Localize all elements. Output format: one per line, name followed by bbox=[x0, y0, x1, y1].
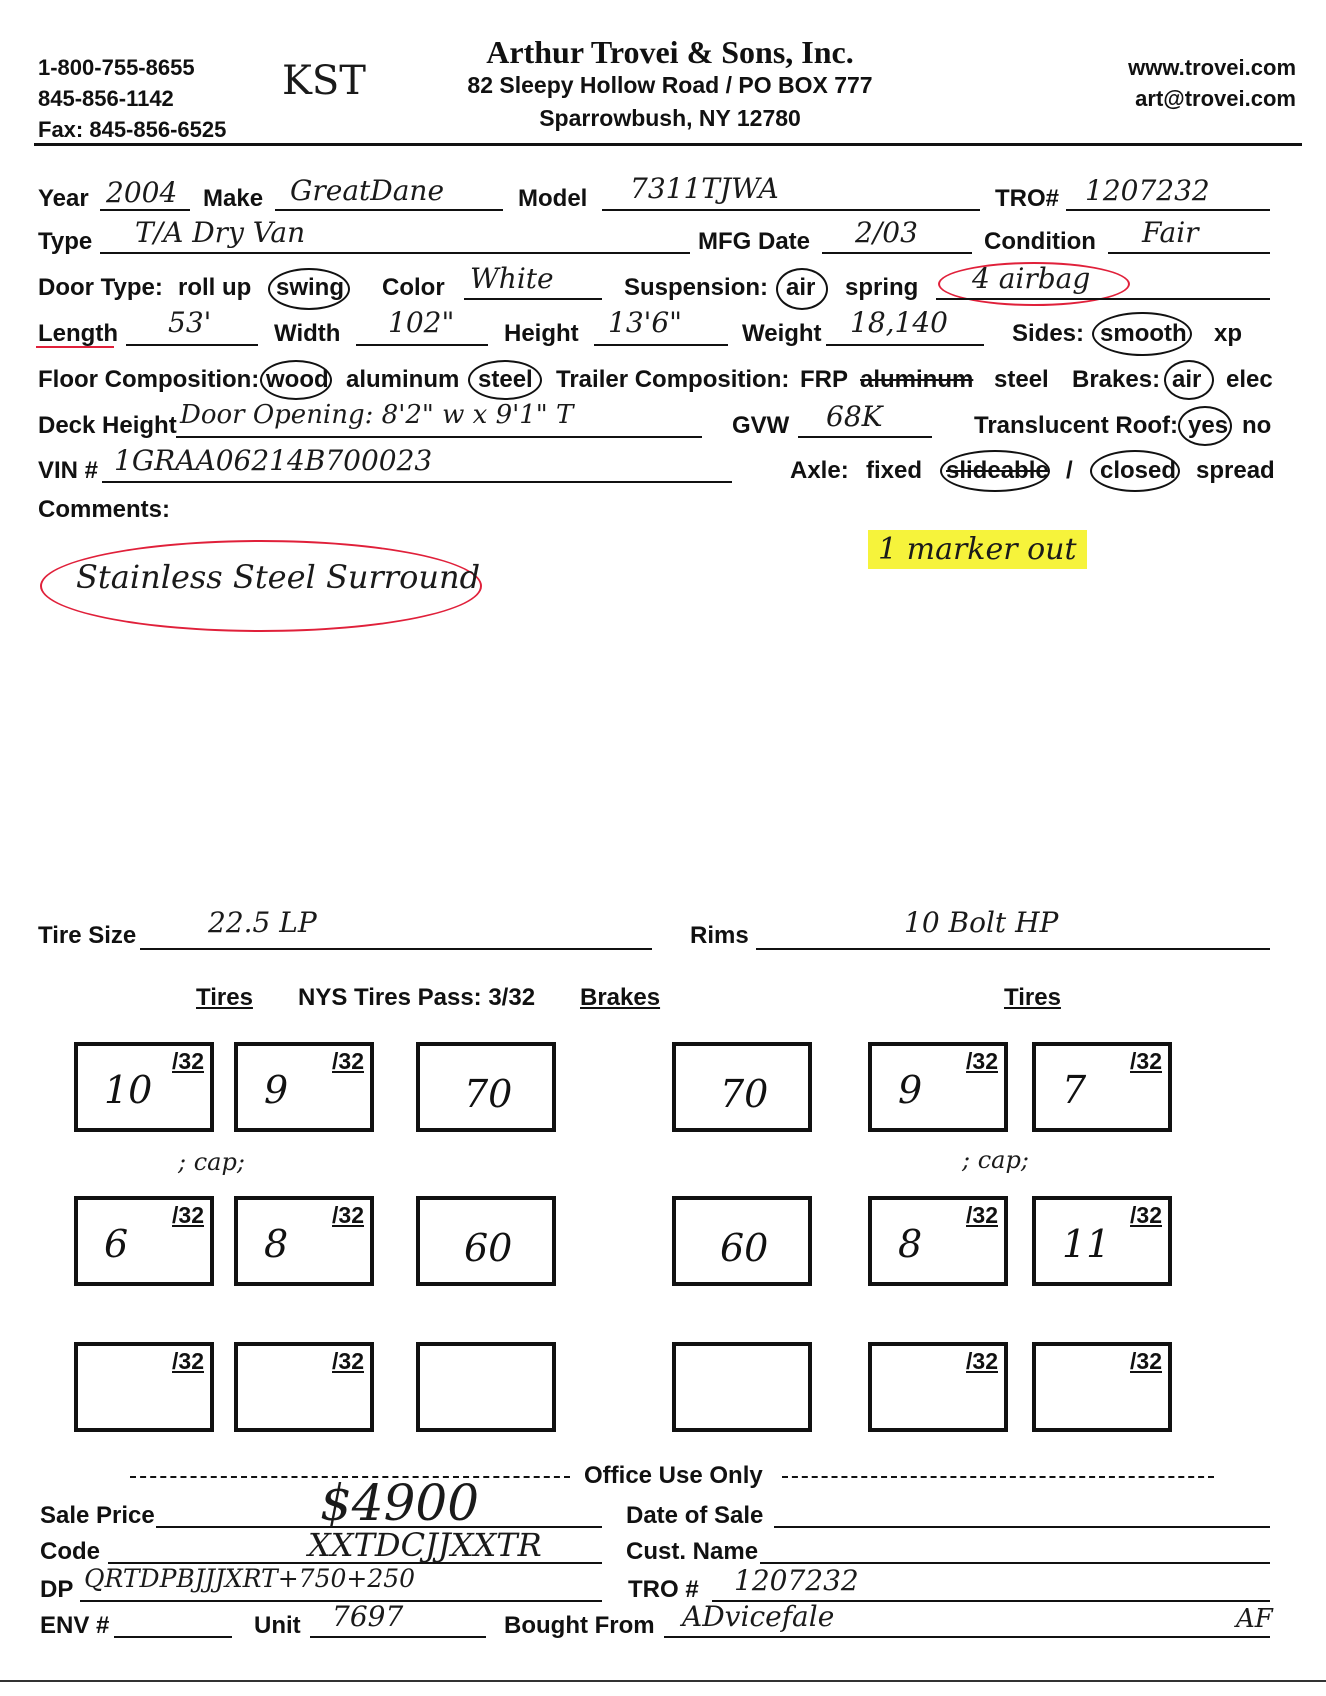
axle-option-fixed[interactable]: fixed bbox=[866, 457, 923, 484]
deck-height-label: Deck Height bbox=[38, 412, 177, 439]
cap-note-left: ; cap; bbox=[178, 1148, 245, 1176]
fraction-label: /32 bbox=[332, 1048, 364, 1074]
type-label: Type bbox=[38, 228, 93, 255]
axle-label: Axle: bbox=[790, 457, 849, 484]
gvw-label: GVW bbox=[732, 412, 790, 439]
condition-label: Condition bbox=[984, 228, 1096, 255]
brakes-label: Brakes: bbox=[1072, 366, 1161, 393]
cap-note-right: ; cap; bbox=[962, 1146, 1029, 1174]
brake-percent-value[interactable]: 70 bbox=[464, 1072, 513, 1116]
fraction-label: /32 bbox=[172, 1202, 204, 1228]
tread-depth-value[interactable]: 9 bbox=[898, 1068, 923, 1112]
cust-name-label: Cust. Name bbox=[626, 1538, 759, 1565]
type-value[interactable]: T/A Dry Van bbox=[135, 216, 306, 249]
nys-tires-note: NYS Tires Pass: 3/32 bbox=[298, 984, 536, 1011]
fraction-label: /32 bbox=[332, 1202, 364, 1228]
vin-label: VIN # bbox=[38, 457, 99, 484]
brake-percent-value[interactable]: 60 bbox=[464, 1226, 513, 1270]
contact-left bbox=[38, 52, 226, 145]
translucent-roof-label: Translucent Roof: bbox=[974, 412, 1179, 439]
make-label: Make bbox=[203, 185, 264, 212]
mfg-label: MFG Date bbox=[698, 228, 811, 255]
trailer-option-steel[interactable]: steel bbox=[994, 366, 1049, 393]
tires-heading-left: Tires bbox=[196, 984, 253, 1011]
tire-size-label: Tire Size bbox=[38, 922, 137, 949]
contact-right bbox=[1128, 52, 1296, 114]
brakes-option-elec[interactable]: elec bbox=[1226, 366, 1273, 393]
door-type-label: Door Type: bbox=[38, 274, 163, 301]
floor-option-steel[interactable]: steel bbox=[478, 366, 533, 393]
website-link[interactable]: www.trovei.com bbox=[1128, 55, 1296, 80]
tires-heading-right: Tires bbox=[1004, 984, 1061, 1011]
make-value[interactable]: GreatDane bbox=[290, 174, 445, 207]
axle-separator: / bbox=[1066, 457, 1073, 484]
suspension-label: Suspension: bbox=[624, 274, 769, 301]
tire-tread-box-r1-c6[interactable] bbox=[1032, 1042, 1172, 1132]
brake-box-r3-c4[interactable] bbox=[672, 1342, 812, 1432]
mfg-value[interactable]: 2/03 bbox=[855, 216, 918, 249]
sides-option-smooth[interactable]: smooth bbox=[1100, 320, 1187, 347]
model-value[interactable]: 7311TJWA bbox=[630, 172, 779, 205]
vin-value[interactable]: 1GRAA06214B700023 bbox=[114, 444, 433, 477]
sides-option-xp[interactable]: xp bbox=[1214, 320, 1243, 347]
office-use-heading: Office Use Only bbox=[584, 1462, 763, 1489]
brake-box-r2-c4[interactable] bbox=[672, 1196, 812, 1286]
fraction-label: /32 bbox=[1130, 1348, 1162, 1374]
tire-tread-box-r1-c1[interactable] bbox=[74, 1042, 214, 1132]
env-label: ENV # bbox=[40, 1612, 110, 1639]
color-label: Color bbox=[382, 274, 445, 301]
tread-depth-value[interactable]: 10 bbox=[104, 1068, 153, 1112]
sale-price-label: Sale Price bbox=[40, 1502, 155, 1529]
axle-option-spread[interactable]: spread bbox=[1196, 457, 1275, 484]
tire-tread-box-r2-c5[interactable] bbox=[868, 1196, 1008, 1286]
condition-value[interactable]: Fair bbox=[1142, 216, 1199, 249]
tire-tread-box-r3-c2[interactable] bbox=[234, 1342, 374, 1432]
rims-label: Rims bbox=[690, 922, 749, 949]
fraction-label: /32 bbox=[172, 1048, 204, 1074]
comments-label: Comments: bbox=[38, 496, 171, 523]
fax: Fax: 845-856-6525 bbox=[38, 117, 227, 142]
floor-composition-label: Floor Composition: bbox=[38, 366, 260, 393]
brake-box-r2-c3[interactable] bbox=[416, 1196, 556, 1286]
company-name: Arthur Trovei & Sons, Inc. bbox=[486, 34, 854, 70]
tire-tread-box-r2-c6[interactable] bbox=[1032, 1196, 1172, 1286]
unit-value[interactable]: 7697 bbox=[332, 1600, 404, 1633]
fraction-label: /32 bbox=[966, 1048, 998, 1074]
date-of-sale-label: Date of Sale bbox=[626, 1502, 764, 1529]
sides-label: Sides: bbox=[1012, 320, 1085, 347]
length-label: Length bbox=[38, 320, 118, 347]
width-label: Width bbox=[274, 320, 341, 347]
door-option-rollup[interactable]: roll up bbox=[178, 274, 252, 301]
suspension-note[interactable]: 4 airbag bbox=[972, 262, 1091, 295]
tread-depth-value[interactable]: 8 bbox=[264, 1222, 289, 1266]
office-tro-value[interactable]: 1207232 bbox=[734, 1564, 859, 1597]
brake-box-r3-c3[interactable] bbox=[416, 1342, 556, 1432]
weight-label: Weight bbox=[742, 320, 822, 347]
tread-depth-value[interactable]: 8 bbox=[898, 1222, 923, 1266]
floor-option-aluminum[interactable]: aluminum bbox=[346, 366, 460, 393]
unit-label: Unit bbox=[254, 1612, 301, 1639]
phone-2: 845-856-1142 bbox=[38, 86, 174, 111]
bought-from-label: Bought From bbox=[504, 1612, 655, 1639]
code-value[interactable]: XXTDCJJXXTR bbox=[308, 1526, 542, 1564]
axle-option-slideable[interactable]: slideable bbox=[946, 457, 1049, 484]
comment-marker-out[interactable]: 1 marker out bbox=[868, 530, 1087, 569]
tread-depth-value[interactable]: 11 bbox=[1062, 1222, 1111, 1266]
tire-tread-box-r3-c6[interactable] bbox=[1032, 1342, 1172, 1432]
fraction-label: /32 bbox=[966, 1202, 998, 1228]
year-label: Year bbox=[38, 185, 89, 212]
suspension-option-spring[interactable]: spring bbox=[845, 274, 919, 301]
phone-1: 1-800-755-8655 bbox=[38, 55, 195, 80]
fraction-label: /32 bbox=[332, 1348, 364, 1374]
tire-tread-box-r2-c2[interactable] bbox=[234, 1196, 374, 1286]
trailer-option-frp[interactable]: FRP bbox=[800, 366, 848, 393]
email-link[interactable]: art@trovei.com bbox=[1135, 86, 1296, 111]
header-divider bbox=[34, 143, 1302, 146]
code-label: Code bbox=[40, 1538, 100, 1565]
tire-tread-box-r3-c5[interactable] bbox=[868, 1342, 1008, 1432]
dp-label: DP bbox=[40, 1576, 74, 1603]
brakes-heading: Brakes bbox=[580, 984, 661, 1011]
brake-percent-value[interactable]: 70 bbox=[720, 1072, 769, 1116]
fraction-label: /32 bbox=[966, 1348, 998, 1374]
brake-box-r1-c4[interactable] bbox=[672, 1042, 812, 1132]
width-value[interactable]: 102" bbox=[388, 306, 455, 339]
tread-depth-value[interactable]: 7 bbox=[1062, 1068, 1087, 1112]
company-block bbox=[420, 36, 920, 135]
tro-value[interactable]: 1207232 bbox=[1085, 174, 1210, 207]
company-address-1: 82 Sleepy Hollow Road / PO BOX 777 bbox=[467, 72, 873, 98]
tire-tread-box-r1-c2[interactable] bbox=[234, 1042, 374, 1132]
comment-stainless[interactable]: Stainless Steel Surround bbox=[76, 558, 481, 596]
weight-value[interactable]: 18,140 bbox=[850, 306, 948, 339]
gvw-value[interactable]: 68K bbox=[826, 400, 883, 433]
roof-option-yes[interactable]: yes bbox=[1188, 412, 1229, 439]
fraction-label: /32 bbox=[172, 1348, 204, 1374]
door-option-swing[interactable]: swing bbox=[276, 274, 345, 301]
sale-price-value[interactable]: $4900 bbox=[320, 1474, 480, 1532]
trailer-option-aluminum[interactable]: aluminum bbox=[860, 366, 974, 393]
model-label: Model bbox=[518, 185, 588, 212]
office-tro-label: TRO # bbox=[628, 1576, 699, 1603]
brake-box-r1-c3[interactable] bbox=[416, 1042, 556, 1132]
trailer-composition-label: Trailer Composition: bbox=[556, 366, 790, 393]
fraction-label: /32 bbox=[1130, 1048, 1162, 1074]
dp-value[interactable]: QRTDPBJJJXRT+750+250 bbox=[84, 1564, 416, 1593]
deck-height-value[interactable]: Door Opening: 8'2" w x 9'1" T bbox=[180, 400, 574, 430]
rims-value[interactable]: 10 Bolt HP bbox=[904, 906, 1059, 939]
company-address-2: Sparrowbush, NY 12780 bbox=[539, 105, 801, 131]
brakes-option-air[interactable]: air bbox=[1172, 366, 1202, 393]
tro-label: TRO# bbox=[995, 185, 1060, 212]
year-value[interactable]: 2004 bbox=[106, 176, 178, 209]
office-initials: AF bbox=[1236, 1604, 1273, 1634]
bought-from-value[interactable]: ADvicefale bbox=[682, 1600, 835, 1633]
brake-percent-value[interactable]: 60 bbox=[720, 1226, 769, 1270]
roof-option-no[interactable]: no bbox=[1242, 412, 1272, 439]
tire-tread-box-r2-c1[interactable] bbox=[74, 1196, 214, 1286]
axle-option-closed[interactable]: closed bbox=[1100, 457, 1177, 484]
tire-tread-box-r3-c1[interactable] bbox=[74, 1342, 214, 1432]
color-value[interactable]: White bbox=[470, 262, 554, 295]
tire-tread-box-r1-c5[interactable] bbox=[868, 1042, 1008, 1132]
tire-size-value[interactable]: 22.5 LP bbox=[208, 906, 317, 939]
height-label: Height bbox=[504, 320, 579, 347]
fraction-label: /32 bbox=[1130, 1202, 1162, 1228]
length-value[interactable]: 53' bbox=[168, 306, 212, 339]
floor-option-wood[interactable]: wood bbox=[266, 366, 329, 393]
tread-depth-value[interactable]: 9 bbox=[264, 1068, 289, 1112]
initials-handwritten: KST bbox=[282, 58, 366, 104]
suspension-option-air[interactable]: air bbox=[786, 274, 816, 301]
tread-depth-value[interactable]: 6 bbox=[104, 1222, 129, 1266]
height-value[interactable]: 13'6" bbox=[608, 306, 683, 339]
